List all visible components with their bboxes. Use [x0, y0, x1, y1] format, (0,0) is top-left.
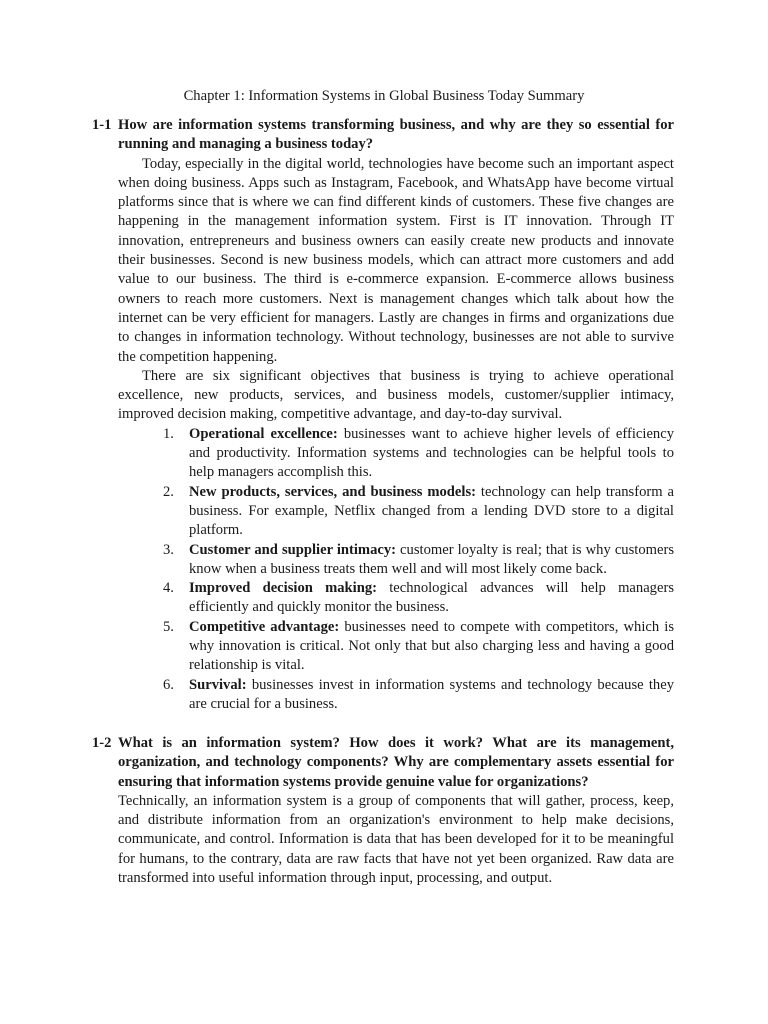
- list-item: [163, 618, 674, 676]
- list-item-number: 2.: [163, 483, 174, 500]
- list-item-text: businesses want to achieve higher levels of efficiency and productivity. Information systems and technologies can be helpful tools to help managers accomplish this.: [189, 425, 674, 481]
- section-body: [118, 792, 674, 888]
- list-item: [163, 579, 674, 618]
- list-item-term: Survival:: [189, 676, 247, 693]
- question-text: What is an information system? How does it work? What are its management, organization, and technology components? Why are complementary assets essential for ensuring that information systems provide genuine value for organizations?: [118, 735, 674, 790]
- list-item-number: 1.: [163, 425, 174, 442]
- list-item-text: technological advances will help managers efficiently and quickly monitor the business.: [189, 580, 674, 616]
- list-item-number: 6.: [163, 676, 174, 693]
- list-item-term: Improved decision making:: [189, 580, 377, 597]
- list-item-number: 4.: [163, 580, 174, 597]
- list-item-term: Competitive advantage:: [189, 618, 340, 635]
- section-1-2: [92, 734, 674, 888]
- list-item: [163, 425, 674, 483]
- list-item-number: 3.: [163, 541, 174, 558]
- section-body: [118, 155, 674, 715]
- list-item-number: 5.: [163, 618, 174, 635]
- paragraph: Technically, an information system is a group of components that will gather, process, keep, and distribute information from an organization's environment to help make decisions, communicate, and control. Information is data that has been developed for it to be meaningful for humans, to the contrary, data are raw facts that have not yet been organized. Raw data are transformed into useful information through input, processing, and output.: [118, 792, 674, 887]
- section-question: [92, 116, 674, 155]
- section-number: 1-2: [92, 735, 112, 751]
- paragraph: Today, especially in the digital world, technologies have become such an important aspect when doing business. Apps such as Instagram, Facebook, and WhatsApp have become virtual platforms since that is where we can find different kinds of customers. These five changes are happening in the management information system. First is IT innovation. Through IT innovation, entrepreneurs and business owners can easily create new products and innovate their businesses. Second is new business models, which can attract more customers and add value to our business. The third is e-commerce expansion. E-commerce allows business owners to reach more customers. Next is management changes which talk about how the internet can be very efficient for managers. Lastly are changes in firms and organizations due to changes in information technology. Without technology, businesses are not able to survive the competition happening.: [118, 155, 674, 365]
- objectives-list: [118, 425, 674, 714]
- section-number: 1-1: [92, 117, 112, 133]
- section-question: [92, 734, 674, 792]
- list-item-term: Operational excellence:: [189, 425, 338, 442]
- list-item: [163, 541, 674, 580]
- question-text: How are information systems transforming business, and why are they so essential for running and managing a business today?: [118, 117, 674, 153]
- list-item-term: New products, services, and business models:: [189, 483, 476, 500]
- list-item-text: customer loyalty is real; that is why customers know when a business treats them well and will most likely come back.: [189, 541, 674, 577]
- list-item-text: businesses need to compete with competitors, which is why innovation is critical. Not only that but also charging less and having a good relationship is vital.: [189, 618, 674, 674]
- section-1-1: [92, 116, 674, 714]
- list-item: [163, 676, 674, 715]
- list-item-text: businesses invest in information systems and technology because they are crucial for a business.: [189, 676, 674, 712]
- list-item-term: Customer and supplier intimacy:: [189, 541, 397, 558]
- list-item-text: technology can help transform a business. For example, Netflix changed from a lending DVD store to a digital platform.: [189, 483, 674, 539]
- paragraph: There are six significant objectives that business is trying to achieve operational excellence, new products, services, and business models, customer/supplier intimacy, improved decision making, competitive advantage, and day-to-day survival.: [118, 367, 674, 423]
- list-item: [163, 483, 674, 541]
- document-title: Chapter 1: Information Systems in Global Business Today Summary: [183, 88, 585, 104]
